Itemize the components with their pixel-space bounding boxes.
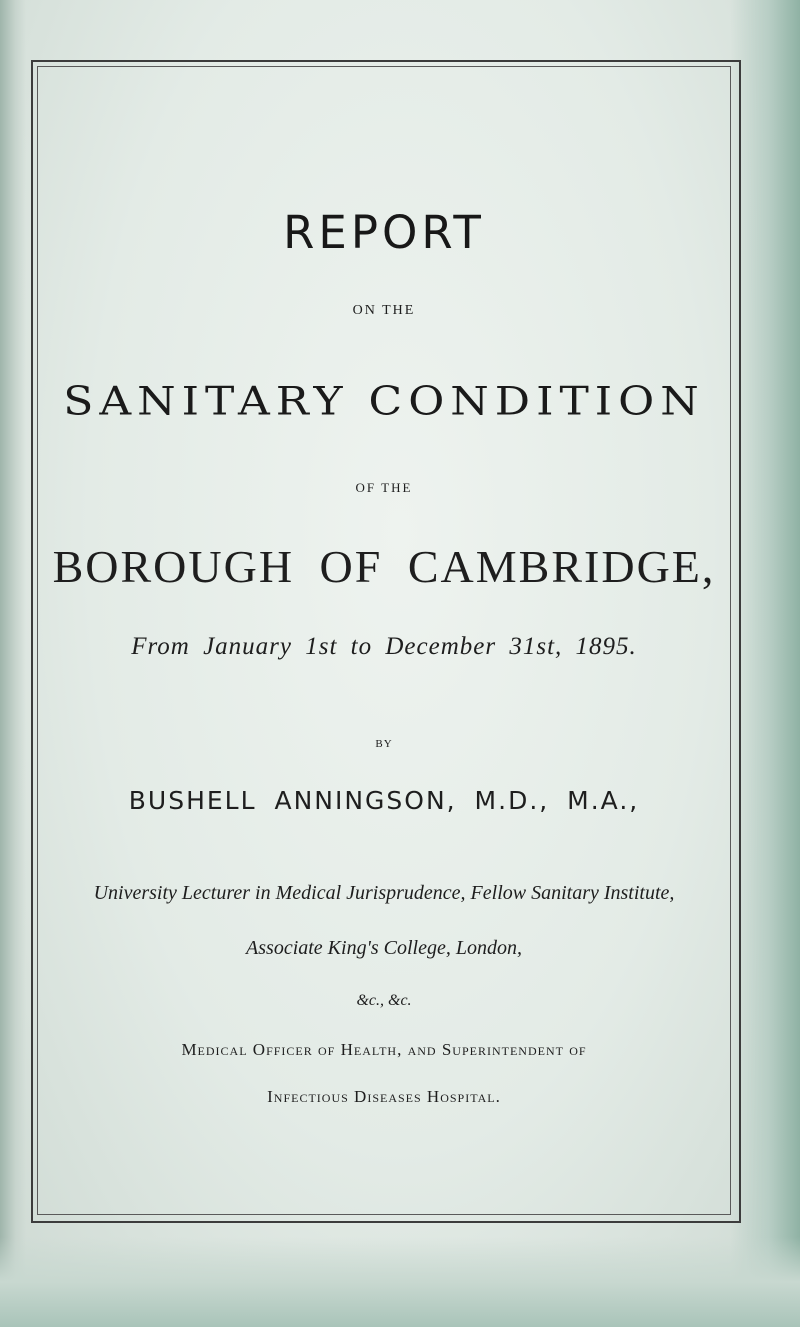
report-title: REPORT	[283, 206, 485, 259]
author-name: BUSHELL ANNINGSON, M.D., M.A.,	[128, 786, 640, 815]
author-credentials-line-1: University Lecturer in Medical Jurisprudence, Fellow Sanitary Institute,	[93, 882, 675, 904]
office-line-2: Infectious Diseases Hospital.	[267, 1087, 501, 1106]
by-label: BY	[375, 738, 393, 750]
page-spine-shadow	[0, 0, 26, 1327]
author-credentials-line-2: Associate King's College, London,	[246, 937, 522, 959]
etcetera-line: &c., &c.	[356, 992, 412, 1009]
bottom-edge-stain	[0, 1237, 800, 1327]
on-the-label: ON THE	[352, 303, 416, 318]
of-the-label: OF THE	[355, 480, 413, 495]
date-range: From January 1st to December 31st, 1895.	[131, 633, 637, 660]
borough-heading: BOROUGH OF CAMBRIDGE,	[52, 541, 716, 592]
subject-heading: SANITARY CONDITION	[63, 378, 705, 425]
office-line-1: Medical Officer of Health, and Superintendent of	[181, 1040, 587, 1059]
